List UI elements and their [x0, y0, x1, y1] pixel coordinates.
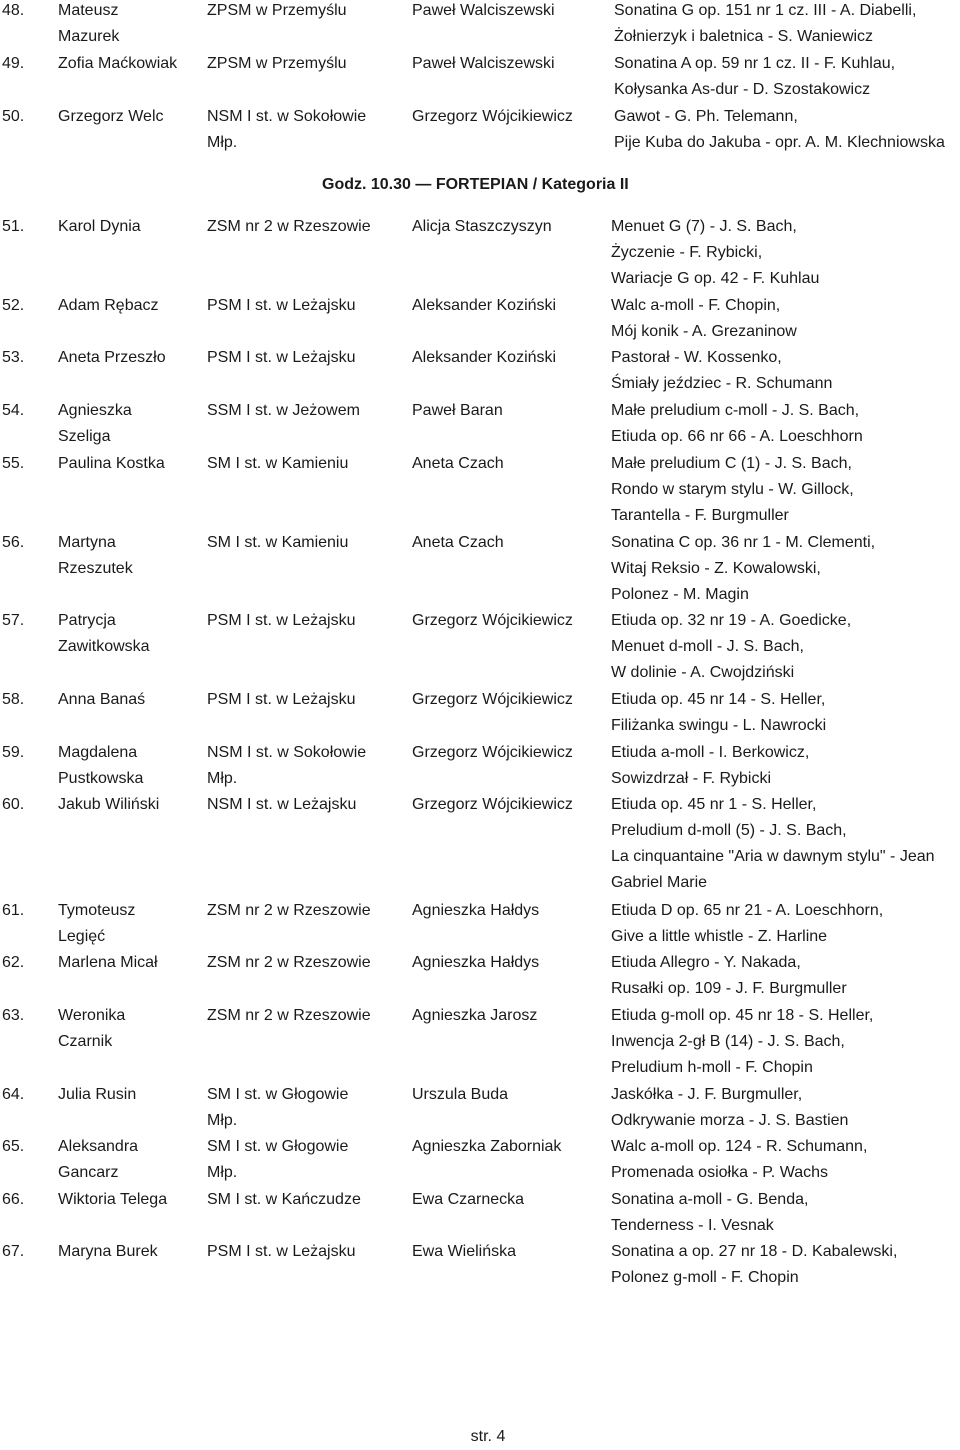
- teacher-name: Ewa Wielińska: [412, 1243, 517, 1260]
- repertoire: Etiuda D op. 65 nr 21 - A. Loeschhorn, Give a little whistle - Z. Harline: [611, 902, 884, 945]
- teacher-name: Grzegorz Wójcikiewicz: [412, 108, 573, 125]
- school-name: PSM I st. w Leżajsku: [207, 349, 356, 366]
- school-name: PSM I st. w Leżajsku: [207, 691, 356, 708]
- repertoire: Sonatina A op. 59 nr 1 cz. II - F. Kuhlau, Kołysanka As-dur - D. Szostakowicz: [614, 55, 896, 98]
- repertoire: Etiuda g-moll op. 45 nr 18 - S. Heller, Inwencja 2-gł B (14) - J. S. Bach, Preludium h-moll - F. Chopin: [611, 1007, 874, 1076]
- page-number: str. 4: [470, 1428, 506, 1445]
- school-name: SM I st. w Kańczudze: [207, 1191, 361, 1208]
- school-name: NSM I st. w Leżajsku: [207, 796, 357, 813]
- repertoire: Menuet G (7) - J. S. Bach, Życzenie - F. Rybicki, Wariacje G op. 42 - F. Kuhlau: [611, 218, 820, 287]
- school-name: SM I st. w Głogowie Młp.: [207, 1138, 349, 1181]
- teacher-name: Grzegorz Wójcikiewicz: [412, 744, 573, 761]
- entry-number: 50.: [2, 108, 25, 125]
- repertoire: Sonatina a op. 27 nr 18 - D. Kabalewski, Polonez g-moll - F. Chopin: [611, 1243, 898, 1286]
- school-name: PSM I st. w Leżajsku: [207, 297, 356, 314]
- teacher-name: Grzegorz Wójcikiewicz: [412, 612, 573, 629]
- performer-name: Zofia Maćkowiak: [58, 55, 178, 72]
- performer-name: Aleksandra Gancarz: [58, 1138, 139, 1181]
- performer-name: Weronika Czarnik: [58, 1007, 126, 1050]
- repertoire: Etiuda op. 45 nr 1 - S. Heller, Preludium d-moll (5) - J. S. Bach, La cinquantaine "Aria w dawnym stylu" - Jean Gabriel Marie: [611, 796, 935, 891]
- entry-number: 67.: [2, 1243, 25, 1260]
- repertoire: Etiuda op. 32 nr 19 - A. Goedicke, Menuet d-moll - J. S. Bach, W dolinie - A. Cwojdziński: [611, 612, 852, 681]
- performer-name: Wiktoria Telega: [58, 1191, 168, 1208]
- entry-number: 64.: [2, 1086, 25, 1103]
- teacher-name: Urszula Buda: [412, 1086, 509, 1103]
- performer-name: Tymoteusz Legięć: [58, 902, 136, 945]
- repertoire: Jaskółka - J. F. Burgmuller, Odkrywanie morza - J. S. Bastien: [611, 1086, 849, 1129]
- entry-number: 60.: [2, 796, 25, 813]
- performer-name: Patrycja Zawitkowska: [58, 612, 150, 655]
- repertoire: Etiuda Allegro - Y. Nakada, Rusałki op. 109 - J. F. Burgmuller: [611, 954, 847, 997]
- repertoire: Pastorał - W. Kossenko, Śmiały jeździec - R. Schumann: [611, 349, 833, 392]
- repertoire: Małe preludium c-moll - J. S. Bach, Etiuda op. 66 nr 66 - A. Loeschhorn: [611, 402, 863, 445]
- entry-number: 49.: [2, 55, 25, 72]
- teacher-name: Aneta Czach: [412, 455, 504, 472]
- teacher-name: Alicja Staszczyszyn: [412, 218, 552, 235]
- school-name: SM I st. w Kamieniu: [207, 455, 349, 472]
- entry-number: 59.: [2, 744, 25, 761]
- repertoire: Sonatina G op. 151 nr 1 cz. III - A. Diabelli, Żołnierzyk i baletnica - S. Waniewicz: [614, 2, 917, 45]
- school-name: ZPSM w Przemyślu: [207, 2, 347, 19]
- entry-number: 63.: [2, 1007, 25, 1024]
- entry-number: 66.: [2, 1191, 25, 1208]
- school-name: ZSM nr 2 w Rzeszowie: [207, 954, 371, 971]
- entry-number: 61.: [2, 902, 25, 919]
- teacher-name: Aleksander Koziński: [412, 297, 557, 314]
- performer-name: Mateusz Mazurek: [58, 2, 120, 45]
- entry-number: 53.: [2, 349, 25, 366]
- school-name: ZSM nr 2 w Rzeszowie: [207, 1007, 371, 1024]
- entry-number: 62.: [2, 954, 25, 971]
- teacher-name: Agnieszka Jarosz: [412, 1007, 538, 1024]
- teacher-name: Ewa Czarnecka: [412, 1191, 525, 1208]
- teacher-name: Grzegorz Wójcikiewicz: [412, 691, 573, 708]
- repertoire: Małe preludium C (1) - J. S. Bach, Rondo w starym stylu - W. Gillock, Tarantella - F. Burgmuller: [611, 455, 854, 524]
- teacher-name: Aleksander Koziński: [412, 349, 557, 366]
- repertoire: Walc a-moll op. 124 - R. Schumann, Promenada osiołka - P. Wachs: [611, 1138, 868, 1181]
- entry-number: 56.: [2, 534, 25, 551]
- performer-name: Maryna Burek: [58, 1243, 158, 1260]
- performer-name: Anna Banaś: [58, 691, 146, 708]
- repertoire: Etiuda a-moll - I. Berkowicz, Sowizdrzał - F. Rybicki: [611, 744, 810, 787]
- teacher-name: Paweł Baran: [412, 402, 503, 419]
- performer-name: Marlena Micał: [58, 954, 158, 971]
- school-name: PSM I st. w Leżajsku: [207, 1243, 356, 1260]
- performer-name: Jakub Wiliński: [58, 796, 160, 813]
- teacher-name: Grzegorz Wójcikiewicz: [412, 796, 573, 813]
- repertoire: Etiuda op. 45 nr 14 - S. Heller, Filiżanka swingu - L. Nawrocki: [611, 691, 827, 734]
- repertoire: Gawot - G. Ph. Telemann, Pije Kuba do Jakuba - opr. A. M. Klechniowska: [614, 108, 945, 151]
- entry-number: 65.: [2, 1138, 25, 1155]
- teacher-name: Agnieszka Zaborniak: [412, 1138, 562, 1155]
- performer-name: Magdalena Pustkowska: [58, 744, 144, 787]
- school-name: SM I st. w Głogowie Młp.: [207, 1086, 349, 1129]
- school-name: NSM I st. w Sokołowie Młp.: [207, 108, 367, 151]
- teacher-name: Paweł Walciszewski: [412, 55, 555, 72]
- entry-number: 48.: [2, 2, 25, 19]
- performer-name: Paulina Kostka: [58, 455, 165, 472]
- performer-name: Agnieszka Szeliga: [58, 402, 132, 445]
- section-heading: Godz. 10.30 — FORTEPIAN / Kategoria II: [322, 176, 629, 193]
- entry-number: 54.: [2, 402, 25, 419]
- school-name: NSM I st. w Sokołowie Młp.: [207, 744, 367, 787]
- school-name: PSM I st. w Leżajsku: [207, 612, 356, 629]
- teacher-name: Paweł Walciszewski: [412, 2, 555, 19]
- performer-name: Grzegorz Welc: [58, 108, 164, 125]
- performer-name: Adam Rębacz: [58, 297, 159, 314]
- school-name: SM I st. w Kamieniu: [207, 534, 349, 551]
- performer-name: Martyna Rzeszutek: [58, 534, 133, 577]
- entry-number: 58.: [2, 691, 25, 708]
- school-name: ZSM nr 2 w Rzeszowie: [207, 902, 371, 919]
- entry-number: 57.: [2, 612, 25, 629]
- school-name: ZSM nr 2 w Rzeszowie: [207, 218, 371, 235]
- performer-name: Aneta Przeszło: [58, 349, 166, 366]
- teacher-name: Agnieszka Hałdys: [412, 954, 540, 971]
- repertoire: Walc a-moll - F. Chopin, Mój konik - A. Grezaninow: [611, 297, 797, 340]
- teacher-name: Agnieszka Hałdys: [412, 902, 540, 919]
- performer-name: Julia Rusin: [58, 1086, 137, 1103]
- entry-number: 51.: [2, 218, 25, 235]
- performer-name: Karol Dynia: [58, 218, 141, 235]
- teacher-name: Aneta Czach: [412, 534, 504, 551]
- school-name: ZPSM w Przemyślu: [207, 55, 347, 72]
- school-name: SSM I st. w Jeżowem: [207, 402, 360, 419]
- repertoire: Sonatina a-moll - G. Benda, Tenderness - I. Vesnak: [611, 1191, 809, 1234]
- repertoire: Sonatina C op. 36 nr 1 - M. Clementi, Witaj Reksio - Z. Kowalowski, Polonez - M. Magin: [611, 534, 876, 603]
- entry-number: 55.: [2, 455, 25, 472]
- entry-number: 52.: [2, 297, 25, 314]
